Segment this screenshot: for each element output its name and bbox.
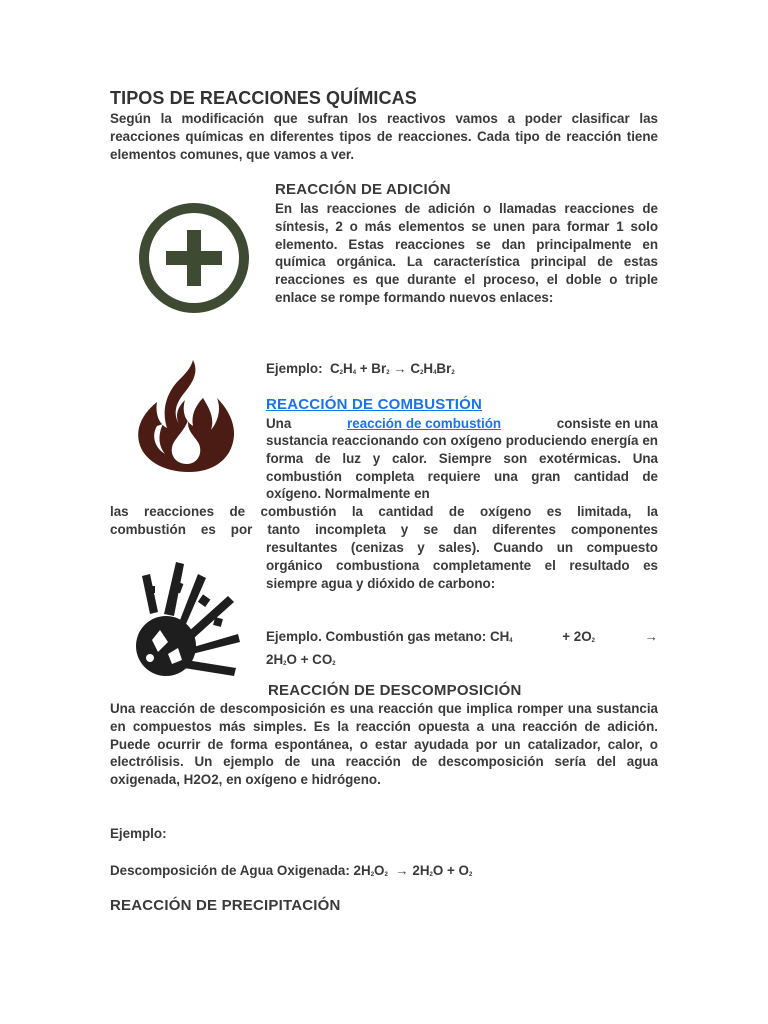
intro-paragraph: Según la modificación que sufran los reactivos vamos a poder clasificar las reacciones químicas en diferentes tipos de reacciones. Cada tipo de reacción tiene elementos comunes, que vamos a ver. [110,111,658,162]
descomposicion-heading: REACCIÓN DE DESCOMPOSICIÓN [268,682,522,699]
explosion-icon [128,556,248,684]
adicion-example: Ejemplo: $C_2H_4 + Br_2 \to C_2H_4Br_2$ [266,361,455,376]
combustion-line-1: Una reacción de combustión consiste en una [266,416,658,431]
adicion-heading: REACCIÓN DE ADICIÓN [275,181,451,198]
combustion-body-a: sustancia reaccionando con oxígeno produciendo energía en forma de luz y calor. Siempre son exotérmicas. Una combustión completa requiere una gran cantidad de oxígeno. Normalmente en [266,433,658,502]
precipitacion-heading: REACCIÓN DE PRECIPITACIÓN [110,897,341,914]
descomposicion-example: Descomposición de Agua Oxigenada: $2H_2O_2 \to 2H_2O + O_2$ [110,863,473,878]
combustion-body-b: resultantes (cenizas y sales). Cuando un compuesto orgánico combustiona completamente el resultado es siempre agua y dióxido de carbono: [266,540,658,591]
page-title: TIPOS DE REACCIONES QUÍMICAS [110,88,417,108]
descomposicion-body: Una reacción de descomposición es una reacción que implica romper una sustancia en compuestos más simples. Es la reacción opuesta a una reacción de adición. Puede ocurrir de forma espontánea, o estar ayudada por un catalizador, calor, o electrólisis. Un ejemplo de una reacción de descomposición sería del agua oxigenada, H2O2, en oxígeno e hidrógeno. [110,701,658,788]
flame-icon [133,358,241,474]
combustion-full-line-2: combustión es por tanto incompleta y se dan diferentes componentes [110,522,658,537]
combustion-inline-link[interactable]: reacción de combustión [347,416,502,431]
combustion-example: Ejemplo. Combustión gas metano: $CH_4$ + $2O_2$ → $2H_2O + CO_2$ [266,629,658,667]
descomposicion-example-label: Ejemplo: [110,826,167,841]
plus-circle-icon [136,200,252,316]
adicion-body: En las reacciones de adición o llamadas reacciones de síntesis, 2 o más elementos se unen para formar 1 solo elemento. Estas reacciones se dan principalmente en química orgánica. La característica principal de estas reacciones es que durante el proceso, el doble o triple enlace se rompe formando nuevos enlaces: [275,201,658,305]
combustion-heading-link[interactable]: REACCIÓN DE COMBUSTIÓN [266,396,483,413]
combustion-full-line-1: las reacciones de combustión la cantidad de oxígeno es limitada, la [110,504,658,519]
